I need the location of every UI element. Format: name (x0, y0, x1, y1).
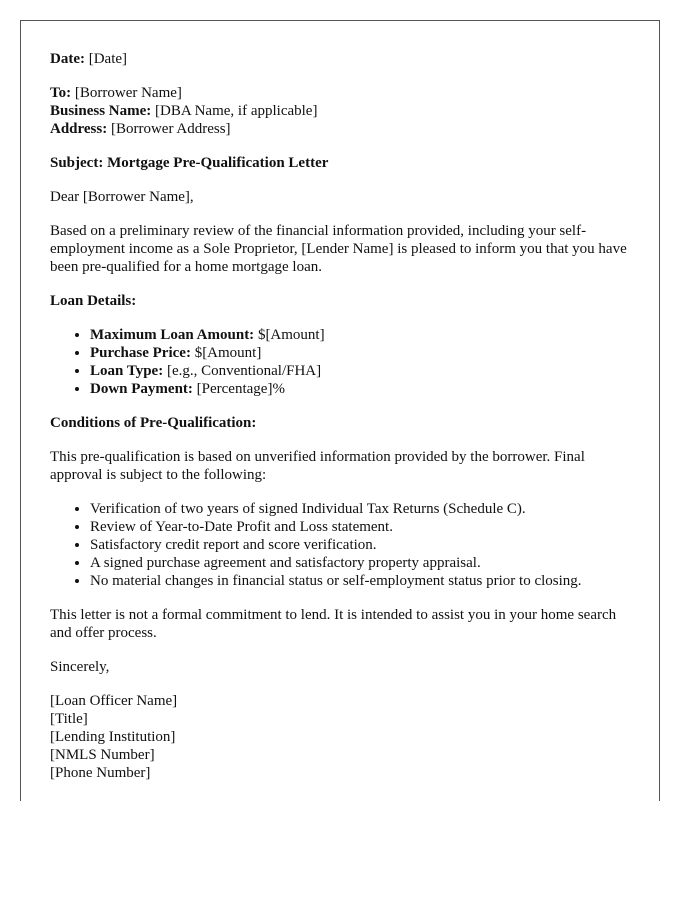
address-value: [Borrower Address] (110, 121, 231, 137)
signature-phone: [Phone Number] (50, 765, 151, 781)
salutation: Dear [Borrower Name], (50, 189, 194, 205)
loan-detail-value: [Percentage]% (196, 381, 285, 397)
loan-detail-value: $[Amount] (257, 327, 325, 343)
address-line (50, 120, 640, 138)
conditions-list (50, 500, 640, 590)
loan-detail-label: Purchase Price: (90, 345, 191, 361)
loan-detail-value: $[Amount] (194, 345, 262, 361)
subject-line (50, 154, 640, 172)
date-label: Date: (50, 51, 85, 67)
condition-item: • Satisfactory credit report and score verification. (90, 536, 640, 554)
loan-detail-label: Maximum Loan Amount: (90, 327, 255, 343)
signature-nmls: [NMLS Number] (50, 747, 155, 763)
business-name-label: Business Name: (50, 103, 152, 119)
address-label: Address: (50, 121, 108, 137)
intro-paragraph: Based on a preliminary review of the financial information provided, including your self-employment income as a Sole Proprietor, [Lender Name] is pleased to inform you that you have been pre-qualified for a home mortgage loan. (50, 223, 627, 275)
condition-item: • Review of Year-to-Date Profit and Loss statement. (90, 518, 640, 536)
loan-detail-value: [e.g., Conventional/FHA] (166, 363, 322, 379)
to-value: [Borrower Name] (74, 85, 182, 101)
loan-details-list (50, 326, 640, 398)
date-line (50, 50, 640, 68)
loan-detail-item (90, 380, 640, 398)
signature-name: [Loan Officer Name] (50, 693, 178, 709)
loan-detail-label: Down Payment: (90, 381, 193, 397)
recipient-block (50, 84, 640, 138)
loan-details-heading (50, 292, 640, 310)
signature-institution: [Lending Institution] (50, 729, 176, 745)
conditions-heading-text: Conditions of Pre-Qualification: (50, 415, 257, 431)
signature-block (50, 692, 640, 782)
business-name-line (50, 102, 640, 120)
to-line (50, 84, 640, 102)
condition-item: • Verification of two years of signed Individual Tax Returns (Schedule C). (90, 500, 640, 518)
conditions-heading (50, 414, 640, 432)
conditions-paragraph: This pre-qualification is based on unverified information provided by the borrower. Final approval is subject to the following: (50, 449, 585, 483)
date-value: [Date] (88, 51, 128, 67)
business-name-value: [DBA Name, if applicable] (155, 103, 318, 119)
subject-text: Subject: Mortgage Pre-Qualification Letter (50, 155, 329, 171)
loan-detail-item (90, 326, 640, 344)
loan-detail-label: Loan Type: (90, 363, 164, 379)
letter-page (20, 20, 660, 801)
closing-paragraph: This letter is not a formal commitment to lend. It is intended to assist you in your home search and offer process. (50, 607, 617, 641)
loan-detail-item (90, 362, 640, 380)
condition-item: • No material changes in financial status or self-employment status prior to closing. (90, 572, 640, 590)
signature-title: [Title] (50, 711, 88, 727)
condition-item: • A signed purchase agreement and satisfactory property appraisal. (90, 554, 640, 572)
letter-content (50, 50, 640, 798)
sign-off: Sincerely, (50, 659, 110, 675)
loan-detail-item (90, 344, 640, 362)
to-label: To: (50, 85, 72, 101)
loan-details-heading-text: Loan Details: (50, 293, 137, 309)
